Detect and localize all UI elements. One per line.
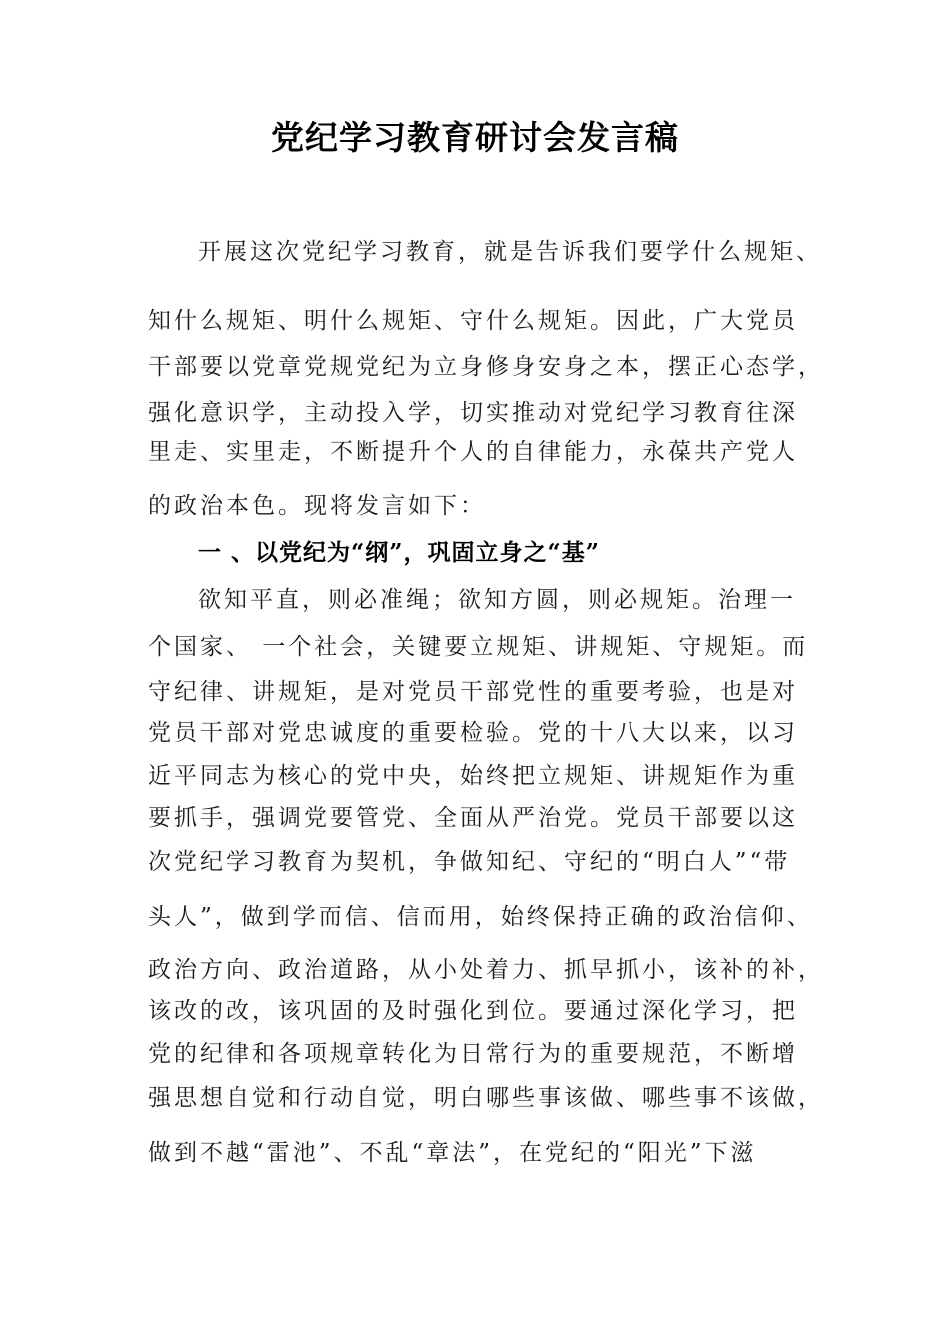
paragraph-line: 政治方向、政治道路，从小处着力、抓早抓小，该补的补，	[148, 957, 824, 983]
paragraph-line: 党员干部对党忠诚度的重要检验。党的十八大以来，以习	[148, 720, 798, 746]
paragraph-line: 强思想自觉和行动自觉，明白哪些事该做、哪些事不该做，	[148, 1085, 824, 1111]
paragraph-line: 知什么规矩、明什么规矩、守什么规矩。因此，广大党员	[148, 308, 798, 334]
paragraph-line: 党的纪律和各项规章转化为日常行为的重要规范，不断增	[148, 1041, 798, 1067]
paragraph-line: 近平同志为核心的党中央，始终把立规矩、讲规矩作为重	[148, 763, 798, 789]
section-heading: 一 、以党纪为“纲”，巩固立身之“基”	[198, 539, 600, 566]
paragraph-line: 要抓手，强调党要管党、全面从严治党。党员干部要以这	[148, 805, 798, 831]
paragraph-line: 的政治本色。现将发言如下：	[148, 493, 486, 519]
document-title: 党纪学习教育研讨会发言稿	[271, 118, 679, 157]
paragraph-line: 里走、实里走，不断提升个人的自律能力，永葆共产党人	[148, 439, 798, 465]
paragraph-line: 欲知平直，则必准绳；欲知方圆，则必规矩。治理一	[198, 587, 796, 613]
paragraph-line: 干部要以党章党规党纪为立身修身安身之本，摆正心态学，	[148, 354, 824, 380]
paragraph-line: 开展这次党纪学习教育，就是告诉我们要学什么规矩、	[198, 239, 822, 265]
paragraph-line: 守纪律、讲规矩，是对党员干部党性的重要考验，也是对	[148, 679, 798, 705]
paragraph-line: 个国家、 一个社会，关键要立规矩、讲规矩、守规矩。而	[148, 634, 809, 660]
paragraph-line: 次党纪学习教育为契机，争做知纪、守纪的“明白人”“带	[148, 849, 791, 875]
paragraph-line: 强化意识学，主动投入学，切实推动对党纪学习教育往深	[148, 400, 798, 426]
paragraph-line: 做到不越“雷池”、不乱“章法”，在党纪的“阳光”下滋	[148, 1140, 757, 1166]
paragraph-line: 该改的改，该巩固的及时强化到位。要通过深化学习，把	[148, 998, 798, 1024]
paragraph-line: 头人”，做到学而信、信而用，始终保持正确的政治信仰、	[148, 904, 813, 930]
